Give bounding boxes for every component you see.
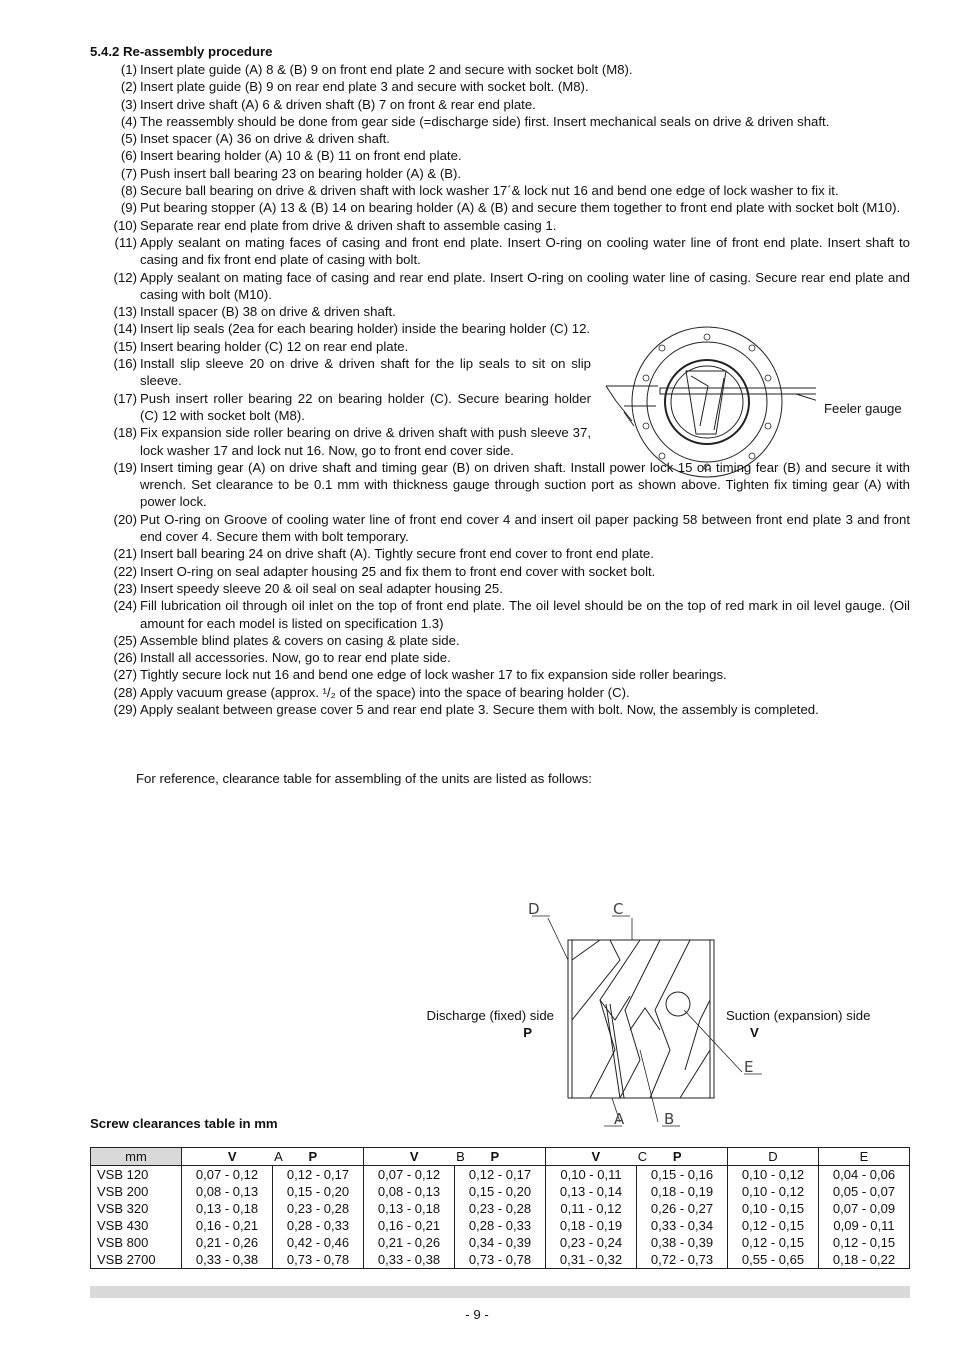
clearance-cell: 0,12 - 0,17	[455, 1166, 546, 1184]
step-text: Apply sealant between grease cover 5 and rear end plate 3. Secure them with bolt. Now, the assembly is completed.	[140, 701, 819, 717]
clearance-cell: 0,13 - 0,14	[546, 1183, 637, 1200]
model-cell: VSB 200	[91, 1183, 182, 1200]
clearance-cell: 0,15 - 0,20	[455, 1183, 546, 1200]
suction-side-label	[726, 1007, 870, 1041]
clearance-cell: 0,18 - 0,19	[546, 1217, 637, 1234]
procedure-step	[90, 424, 591, 459]
procedure-step	[90, 684, 910, 701]
clearance-table	[90, 1147, 910, 1269]
step-text: Insert drive shaft (A) 6 & driven shaft (B) 7 on front & rear end plate.	[140, 96, 536, 112]
discharge-side-text: Discharge (fixed) side	[426, 1008, 554, 1023]
suction-side-letter: V	[750, 1025, 759, 1040]
step-text: The reassembly should be done from gear side (=discharge side) first. Insert mechanical seals on drive & driven shaft.	[140, 113, 830, 129]
procedure-step	[90, 182, 910, 199]
clearance-cell: 0,10 - 0,12	[728, 1166, 819, 1184]
step-number: (17)	[113, 390, 137, 406]
step-number: (16)	[113, 356, 137, 372]
table-row	[91, 1200, 910, 1217]
step-number: (5)	[120, 131, 137, 147]
table-title: Screw clearances table in mm	[90, 1116, 278, 1131]
clearance-cell: 0,16 - 0,21	[364, 1217, 455, 1234]
header-mm: mm	[91, 1148, 182, 1166]
step-text: Install spacer (B) 38 on drive & driven shaft.	[140, 304, 396, 320]
label-a: A	[614, 1110, 625, 1128]
procedure-step	[90, 545, 910, 562]
step-number: (21)	[113, 546, 137, 562]
clearance-cell: 0,08 - 0,13	[364, 1183, 455, 1200]
clearance-cell: 0,34 - 0,39	[455, 1234, 546, 1251]
clearance-cell: 0,11 - 0,12	[546, 1200, 637, 1217]
step-number: (12)	[113, 269, 137, 285]
step-number: (22)	[113, 563, 137, 579]
label-e: E	[744, 1058, 754, 1076]
procedure-step	[90, 130, 910, 147]
procedure-step	[90, 632, 910, 649]
clearance-cell: 0,73 - 0,78	[273, 1251, 364, 1269]
header-a-p: P	[308, 1149, 318, 1164]
step-text: Apply sealant on mating face of casing and rear end plate. Insert O-ring on cooling water line of casing. Secure rear end plate and casing with bolt (M10).	[140, 269, 910, 302]
step-text: Insert ball bearing 24 on drive shaft (A). Tightly secure front end cover to front end plate.	[140, 546, 654, 562]
step-number: (9)	[120, 200, 137, 216]
label-b: B	[664, 1110, 675, 1128]
label-c: C	[613, 900, 624, 918]
step-text: Inset spacer (A) 36 on drive & driven shaft.	[140, 131, 390, 147]
step-number: (4)	[120, 113, 137, 129]
step-number: (27)	[113, 667, 137, 683]
procedure-step	[90, 61, 910, 78]
procedure-step	[90, 666, 910, 683]
procedure-step	[90, 199, 910, 216]
end-plate-diagram	[596, 326, 816, 486]
procedure-step	[90, 390, 591, 425]
clearance-cell: 0,55 - 0,65	[728, 1251, 819, 1269]
step-text: Install slip sleeve 20 on drive & driven shaft for the lip seals to sit on slip sleeve.	[140, 356, 591, 389]
clearance-cell: 0,13 - 0,18	[182, 1200, 273, 1217]
clearance-cell: 0,21 - 0,26	[364, 1234, 455, 1251]
label-d: D	[528, 900, 540, 918]
table-row	[91, 1251, 910, 1269]
header-d: D	[728, 1148, 819, 1166]
step-text: Insert O-ring on seal adapter housing 25 and fix them to front end cover with socket bolt.	[140, 563, 656, 579]
header-e: E	[819, 1148, 910, 1166]
clearance-cell: 0,73 - 0,78	[455, 1251, 546, 1269]
clearance-cell: 0,15 - 0,16	[637, 1166, 728, 1184]
suction-side-text: Suction (expansion) side	[726, 1008, 871, 1023]
clearance-cell: 0,72 - 0,73	[637, 1251, 728, 1269]
model-cell: VSB 800	[91, 1234, 182, 1251]
clearance-cell: 0,13 - 0,18	[364, 1200, 455, 1217]
step-number: (13)	[113, 304, 137, 320]
procedure-step	[90, 597, 910, 632]
procedure-step	[90, 303, 910, 320]
clearance-cell: 0,26 - 0,27	[637, 1200, 728, 1217]
step-text: Tightly secure lock nut 16 and bend one edge of lock washer 17 to fix expansion side roller bearings.	[140, 667, 727, 683]
step-text: Install all accessories. Now, go to rear end plate side.	[140, 650, 451, 666]
clearance-cell: 0,38 - 0,39	[637, 1234, 728, 1251]
step-text: Insert plate guide (B) 9 on rear end plate 3 and secure with socket bolt. (M8).	[140, 79, 589, 95]
step-text: Put O-ring on Groove of cooling water line of front end cover 4 and insert oil paper packing 58 between front end plate 3 and front end cover 4. Secure them with bolt temporary.	[140, 511, 910, 545]
procedure-step	[90, 580, 910, 597]
step-text: Insert bearing holder (A) 10 & (B) 11 on front end plate.	[140, 148, 462, 164]
procedure-step	[90, 269, 910, 304]
procedure-step	[90, 165, 910, 182]
step-number: (10)	[113, 217, 137, 233]
procedure-step	[90, 355, 591, 390]
model-cell: VSB 320	[91, 1200, 182, 1217]
step-number: (19)	[113, 459, 137, 475]
step-number: (18)	[113, 425, 137, 441]
step-text: Insert speedy sleeve 20 & oil seal on seal adapter housing 25.	[140, 580, 503, 596]
step-text: Apply vacuum grease (approx. ¹/₂ of the space) into the space of bearing holder (C).	[140, 684, 630, 700]
step-text: Apply sealant on mating faces of casing and front end plate. Insert O-ring on cooling water line of front end plate. Insert shaft to casing and fix front end plate of casing with bolt.	[140, 234, 910, 268]
clearance-cell: 0,23 - 0,24	[546, 1234, 637, 1251]
procedure-step	[90, 563, 910, 580]
procedure-step	[90, 96, 910, 113]
table-row	[91, 1234, 910, 1251]
clearance-cell: 0,07 - 0,12	[364, 1166, 455, 1184]
step-number: (25)	[113, 632, 137, 648]
discharge-side-label	[412, 1007, 554, 1041]
clearance-cell: 0,33 - 0,34	[637, 1217, 728, 1234]
clearance-cell: 0,12 - 0,15	[819, 1234, 910, 1251]
step-number: (3)	[120, 96, 137, 112]
table-row	[91, 1217, 910, 1234]
clearance-cell: 0,04 - 0,06	[819, 1166, 910, 1184]
clearance-cell: 0,18 - 0,22	[819, 1251, 910, 1269]
feeler-gauge-label: Feeler gauge	[824, 401, 902, 416]
clearance-cell: 0,28 - 0,33	[455, 1217, 546, 1234]
step-number: (7)	[120, 165, 137, 181]
header-group-b	[364, 1148, 546, 1166]
clearance-cell: 0,10 - 0,15	[728, 1200, 819, 1217]
step-text: Fill lubrication oil through oil inlet on the top of front end plate. The oil level should be on the top of red mark in oil level gauge. (Oil amount for each model is listed on specification 1.3)	[140, 598, 910, 631]
clearance-cell: 0,31 - 0,32	[546, 1251, 637, 1269]
step-number: (29)	[113, 701, 137, 717]
header-b-p: P	[490, 1149, 500, 1164]
step-number: (11)	[114, 234, 137, 250]
clearance-cell: 0,10 - 0,11	[546, 1166, 637, 1184]
discharge-side-letter: P	[523, 1025, 532, 1040]
table-row	[91, 1183, 910, 1200]
clearance-cell: 0,16 - 0,21	[182, 1217, 273, 1234]
clearance-cell: 0,42 - 0,46	[273, 1234, 364, 1251]
step-number: (14)	[113, 321, 137, 337]
clearance-cell: 0,07 - 0,09	[819, 1200, 910, 1217]
procedure-step	[90, 320, 591, 337]
header-b-label: B	[456, 1149, 465, 1164]
step-text: Put bearing stopper (A) 13 & (B) 14 on bearing holder (A) & (B) and secure them together to front end plate with socket bolt (M10).	[140, 200, 901, 216]
procedure-step	[90, 511, 910, 546]
step-number: (6)	[120, 148, 137, 164]
clearance-cell: 0,12 - 0,17	[273, 1166, 364, 1184]
clearance-cell: 0,33 - 0,38	[182, 1251, 273, 1269]
procedure-step	[90, 217, 910, 234]
procedure-step	[90, 701, 910, 718]
procedure-step	[90, 78, 910, 95]
procedure-step	[90, 338, 591, 355]
step-text: Insert bearing holder (C) 12 on rear end plate.	[140, 338, 409, 354]
clearance-cell: 0,12 - 0,15	[728, 1234, 819, 1251]
step-number: (28)	[113, 684, 137, 700]
clearance-cell: 0,09 - 0,11	[819, 1217, 910, 1234]
clearance-cell: 0,05 - 0,07	[819, 1183, 910, 1200]
section-heading: 5.4.2 Re-assembly procedure	[90, 44, 273, 59]
procedure-step	[90, 649, 910, 666]
header-group-c	[546, 1148, 728, 1166]
header-a-v: V	[227, 1149, 237, 1164]
table-header-row	[91, 1148, 910, 1166]
step-number: (8)	[120, 183, 137, 199]
step-text: Assemble blind plates & covers on casing & plate side.	[140, 632, 460, 648]
step-number: (2)	[120, 79, 137, 95]
clearance-cell: 0,21 - 0,26	[182, 1234, 273, 1251]
step-text: Push insert ball bearing 23 on bearing holder (A) & (B).	[140, 165, 462, 181]
clearance-cell: 0,07 - 0,12	[182, 1166, 273, 1184]
step-number: (1)	[120, 62, 137, 77]
table-body	[91, 1166, 910, 1269]
header-group-a	[182, 1148, 364, 1166]
footer-bar	[90, 1286, 910, 1298]
step-number: (23)	[113, 580, 137, 596]
model-cell: VSB 430	[91, 1217, 182, 1234]
header-c-label: C	[637, 1149, 648, 1164]
clearance-cell: 0,33 - 0,38	[364, 1251, 455, 1269]
clearance-cell: 0,28 - 0,33	[273, 1217, 364, 1234]
procedure-step	[90, 147, 910, 164]
step-number: (20)	[113, 511, 137, 527]
clearance-cell: 0,15 - 0,20	[273, 1183, 364, 1200]
header-c-p: P	[672, 1149, 682, 1164]
header-a-label: A	[274, 1149, 283, 1164]
clearance-cell: 0,18 - 0,19	[637, 1183, 728, 1200]
table-row	[91, 1166, 910, 1184]
model-cell: VSB 2700	[91, 1251, 182, 1269]
step-number: (26)	[113, 650, 137, 666]
clearance-cell: 0,23 - 0,28	[273, 1200, 364, 1217]
procedure-step	[90, 234, 910, 269]
reference-text: For reference, clearance table for assembling of the units are listed as follows:	[136, 771, 592, 786]
clearance-cell: 0,23 - 0,28	[455, 1200, 546, 1217]
step-text: Insert plate guide (A) 8 & (B) 9 on front end plate 2 and secure with socket bolt (M8).	[140, 62, 633, 77]
step-text: Push insert roller bearing 22 on bearing holder (C). Secure bearing holder (C) 12 with socket bolt (M8).	[140, 390, 591, 423]
page-number: - 9 -	[465, 1307, 489, 1322]
step-text: Secure ball bearing on drive & driven shaft with lock washer 17´& lock nut 16 and bend one edge of lock washer to fix it.	[140, 183, 839, 199]
step-number: (15)	[113, 338, 137, 354]
step-text: Fix expansion side roller bearing on drive & driven shaft with push sleeve 37, lock washer 17 and lock nut 16. Now, go to front end cover side.	[140, 425, 591, 458]
model-cell: VSB 120	[91, 1166, 182, 1184]
procedure-step	[90, 113, 910, 130]
clearance-cell: 0,12 - 0,15	[728, 1217, 819, 1234]
header-c-v: V	[591, 1149, 601, 1164]
clearance-cell: 0,10 - 0,12	[728, 1183, 819, 1200]
step-text: Separate rear end plate from drive & driven shaft to assemble casing 1.	[140, 217, 557, 233]
clearance-cell: 0,08 - 0,13	[182, 1183, 273, 1200]
step-number: (24)	[113, 598, 137, 614]
step-text: Insert timing gear (A) on drive shaft and timing gear (B) on driven shaft. Install power lock 15 on timing fear (B) and secure it with wrench. Set clearance to be 0.1 mm with thickness gauge through suction port as shown above. Tighten fix timing gear (A) with power lock.	[140, 459, 910, 510]
step-text: Insert lip seals (2ea for each bearing holder) inside the bearing holder (C) 12.	[140, 321, 591, 337]
header-b-v: V	[409, 1149, 419, 1164]
